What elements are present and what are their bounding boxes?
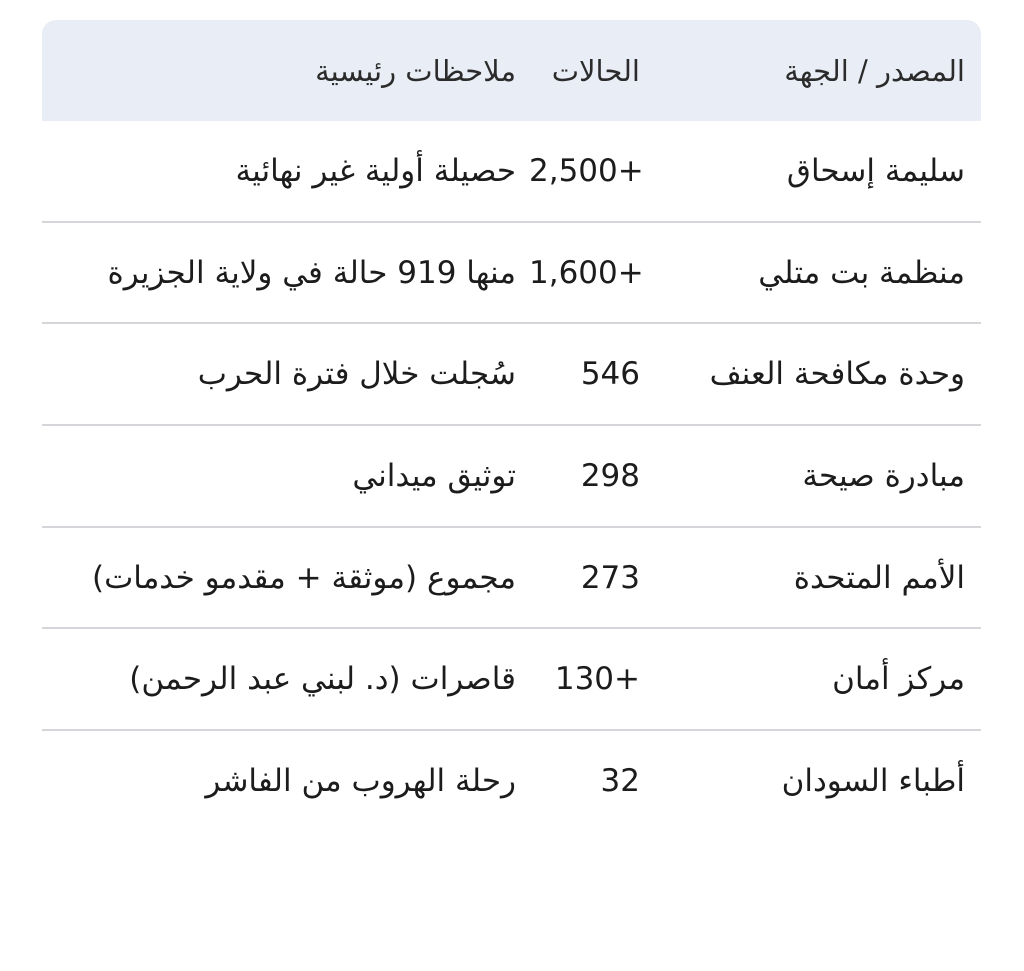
cell-source: منظمة بت متلي [668,222,981,323]
table-row [42,323,981,425]
table-row [42,222,981,323]
cases-table [42,20,981,831]
cell-notes: مجموع (موثقة + مقدمو خدمات) [42,527,528,628]
cell-notes: رحلة الهروب من الفاشر [42,730,528,831]
table-row [42,425,981,527]
cell-cases: 130+ [528,628,668,730]
cell-source: الأمم المتحدة [668,527,981,628]
table-row [42,121,981,222]
cell-cases: 2,500+ [529,153,644,189]
cell-source: أطباء السودان [668,730,981,831]
cell-cases: 273 [528,527,668,628]
cell-notes: حصيلة أولية غير نهائية [235,153,516,189]
cell-cases: 32 [528,730,668,831]
cell-notes: منها 919 حالة في ولاية الجزيرة [42,222,528,323]
cell-notes: توثيق ميداني [42,425,528,527]
cell-cases: 1,600+ [528,222,668,323]
cell-source: وحدة مكافحة العنف [668,323,981,425]
cell-notes: قاصرات (د. لبني عبد الرحمن) [42,628,528,730]
header-cases: الحالات [551,53,640,88]
table-row [42,730,981,831]
cell-source: مبادرة صيحة [668,425,981,527]
cell-source: سليمة إسحاق [786,153,965,189]
cell-source: مركز أمان [668,628,981,730]
cases-table-card [42,20,981,937]
header-notes: ملاحظات رئيسية [315,53,516,88]
cell-cases: 546 [528,323,668,425]
table-row [42,527,981,628]
header-source: المصدر / الجهة [784,53,965,88]
cell-cases: 298 [528,425,668,527]
table-header-row [42,20,981,121]
cell-notes: سُجلت خلال فترة الحرب [42,323,528,425]
table-row [42,628,981,730]
